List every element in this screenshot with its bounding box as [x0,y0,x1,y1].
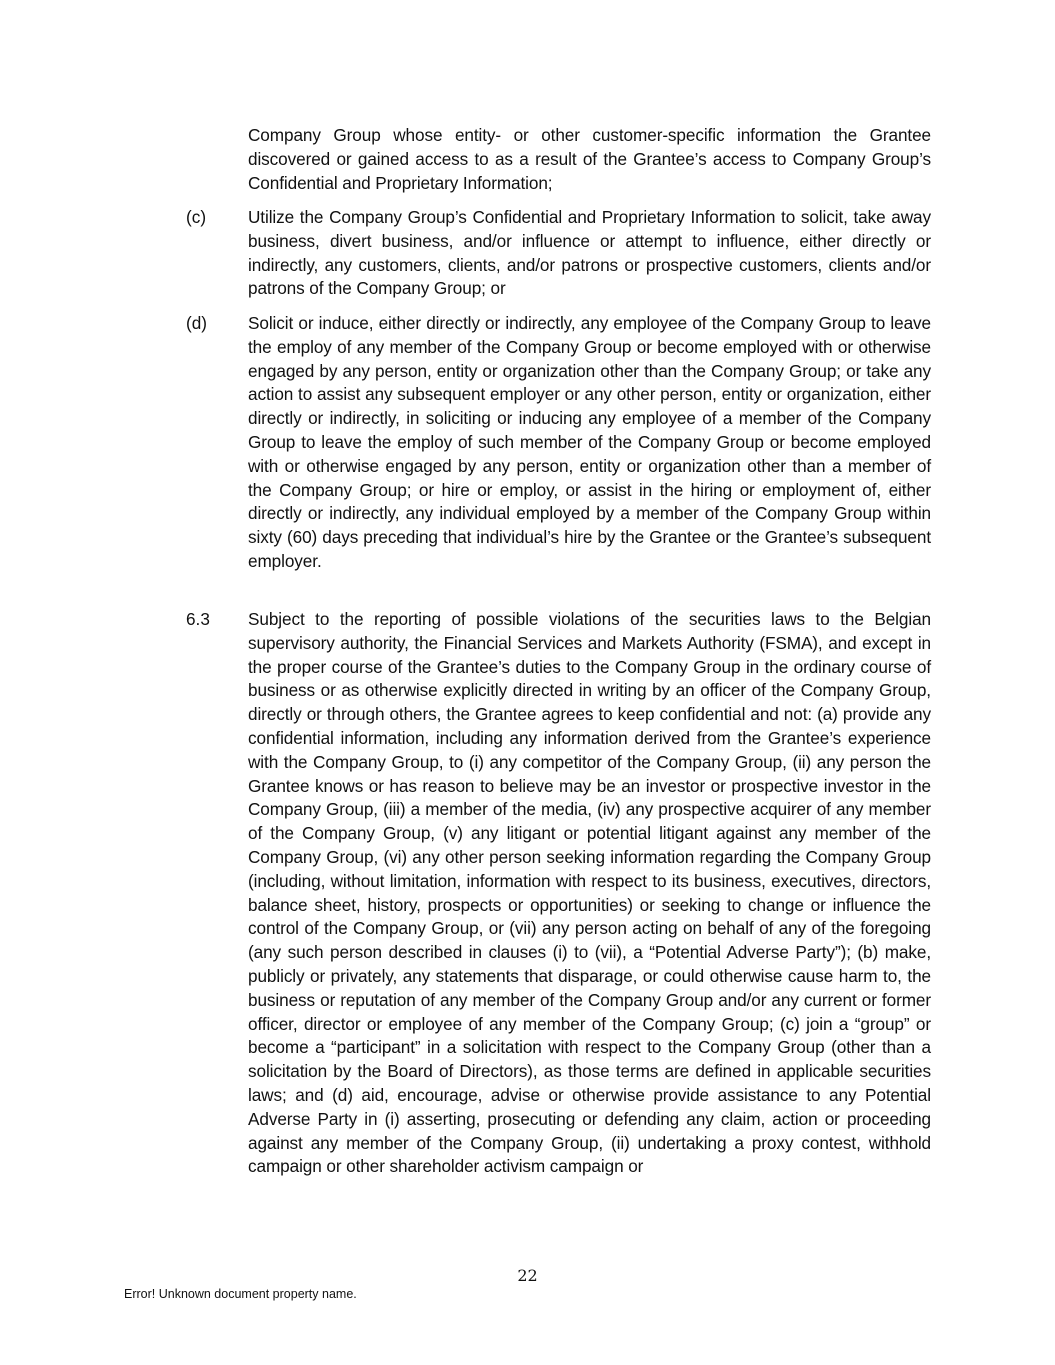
clause-label-c: (c) [186,207,207,227]
clause-label-d: (d) [186,313,208,333]
clause-c-text: Utilize the Company Group’s Confidential and Proprietary Information to solicit, take away business, divert business, and/or influence or attempt to influence, either directly or indirectly, any customers, clients, and/or patrons or prospective customers, clients and/or patrons of the Company Group; or [248,207,931,299]
page-number: 22 [517,1266,538,1285]
paragraph-continuation: Company Group whose entity- or other customer-specific information the Grantee discovered or gained access to as a result of the Grantee’s access to Company Group’s Confidential and Proprietary Information; [248,125,931,193]
footer-note: Error! Unknown document property name. [124,1287,357,1301]
section-6-3-text: Subject to the reporting of possible violations of the securities laws to the Belgian supervisory authority, the Financial Services and Markets Authority (FSMA), and except in the proper course of the Grantee’s duties to the Company Group in the ordinary course of business or as otherwise explicitly directed in writing by an officer of the Company Group, directly or through others, the Grantee agrees to keep confidential and not: (a) provide any confidential information, including any information derived from the Grantee’s experience with the Company Group, to (i) any competitor of the Company Group, (ii) any person the Grantee knows or has reason to believe may be an investor or prospective investor in the Company Group, (iii) a member of the media, (iv) any prospective acquirer of any member of the Company Group, (v) any litigant or potential litigant against any member of the Company Group, (vi) any other person seeking information regarding the Company Group (including, without limitation, information with respect to its business, executives, directors, balance sheet, history, prospects or opportunities) or seeking to change or influence the control of the Company Group, or (vii) any person acting on behalf of any of the foregoing (any such person described in clauses (i) to (vii), a “Potential Adverse Party”); (b) make, publicly or privately, any statements that disparage, or could otherwise cause harm to, the business or reputation of any member of the Company Group and/or any current or former officer, director or employee of any member of the Company Group; (c) join a “group” or become a “participant” in a solicitation with respect to the Company Group (other than a solicitation by the Board of Directors), as those terms are defined in applicable securities laws; and (d) aid, encourage, advise or otherwise provide assistance to any Potential Adverse Party in (i) asserting, prosecuting or defending any claim, action or proceeding against any member of the Company Group, (ii) undertaking a proxy contest, withhold campaign or other shareholder activism campaign or [248,609,931,1177]
clause-d-text: Solicit or induce, either directly or indirectly, any employee of the Company Group to leave the employ of any member of the Company Group or become employed with or otherwise engaged by any person, entity or organization other than the Company Group; or take any action to assist any subsequent employer or any other person, entity or organization, either directly or indirectly, in soliciting or inducing any employee of a member of the Company Group to leave the employ of such member of the Company Group or become employed with or otherwise engaged by any person, entity or organization other than a member of the Company Group; or hire or employ, or assist in the hiring or employment of, either directly or indirectly, any individual employed by a member of the Company Group within sixty (60) days preceding that individual’s hire by the Grantee or the Grantee’s subsequent employer. [248,313,931,571]
section-label-6-3: 6.3 [186,609,210,629]
